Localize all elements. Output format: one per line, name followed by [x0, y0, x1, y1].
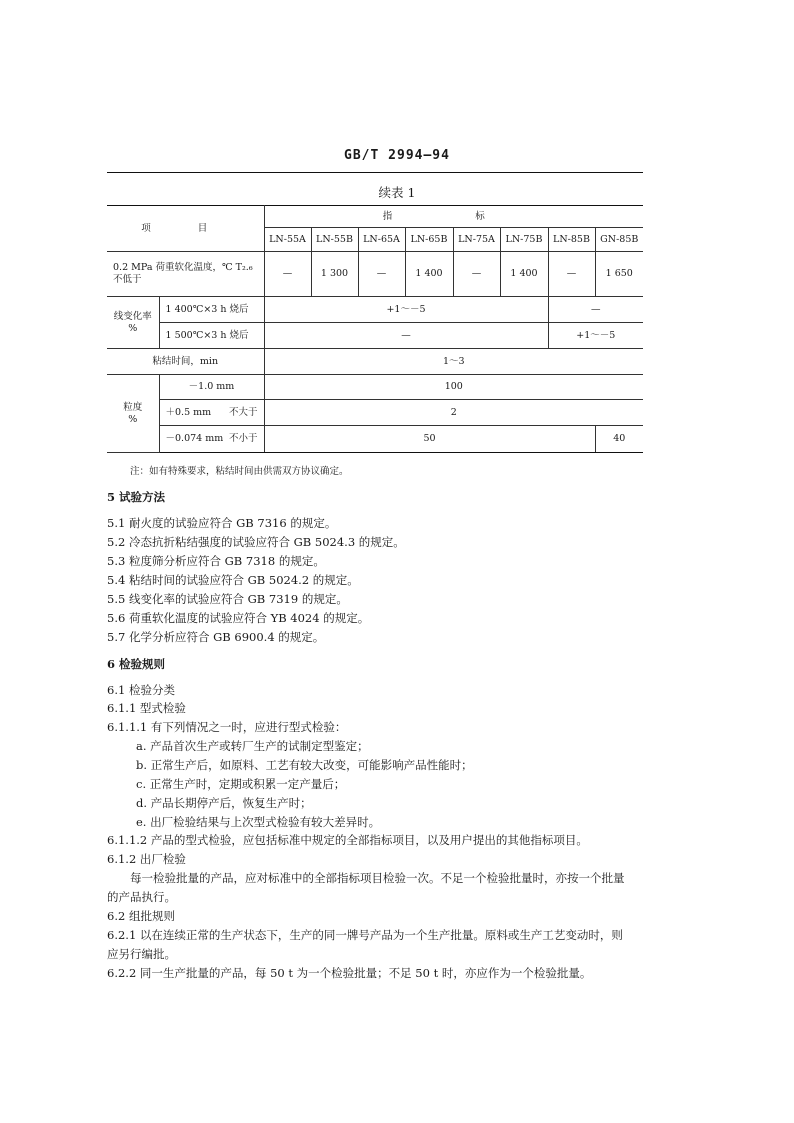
table-cell: 1～3: [264, 349, 643, 375]
clause-5-6: 5.6 荷重软化温度的试验应符合 YB 4024 的规定。: [107, 611, 370, 625]
table-cell: —: [548, 297, 643, 323]
section-5-title: 5 试验方法: [107, 490, 166, 504]
clause-5-3: 5.3 粒度筛分析应符合 GB 7318 的规定。: [107, 554, 325, 568]
grade-header: LN-75A: [453, 228, 500, 252]
table-cell: 1 300: [311, 252, 358, 297]
clause-6-1-2-text-line2: 的产品执行。: [107, 890, 176, 904]
particle-sub1: －1.0 mm: [159, 375, 264, 400]
table-cell: 1 650: [595, 252, 643, 297]
clause-6-1-2-text-line1: 每一检验批量的产品，应对标准中的全部指标项目检验一次。不足一个检验批量时，亦按一个批量: [130, 871, 625, 885]
standard-code-header: GB/T 2994—94: [344, 148, 450, 163]
table-cell: —: [453, 252, 500, 297]
header-rule: [107, 172, 643, 173]
table-caption: 续表 1: [378, 185, 416, 200]
list-item-c: c. 正常生产时，定期或积累一定产量后；: [136, 777, 346, 791]
table-cell: —: [264, 252, 311, 297]
list-item-d: d. 产品长期停产后，恢复生产时；: [136, 796, 312, 810]
list-item-e: e. 出厂检验结果与上次型式检验有较大差异时。: [136, 815, 381, 829]
load-soft-label-line1: 0.2 MPa 荷重软化温度，℃ T₂.₆: [113, 262, 253, 274]
particle-sub3: [159, 426, 264, 453]
clause-6-1-1-2: 6.1.1.2 产品的型式检验，应包括标准中规定的全部指标项目，以及用户提出的其他指标项目。: [107, 833, 588, 847]
list-item-b: b. 正常生产后，如原料、工艺有较大改变，可能影响产品性能时；: [136, 758, 473, 772]
table-cell: +1～－5: [548, 323, 643, 349]
grade-header: LN-65B: [405, 228, 453, 252]
section-6-title: 6 检验规则: [107, 657, 166, 671]
table-cell: 2: [264, 400, 643, 426]
grade-header: LN-85B: [548, 228, 595, 252]
clause-5-5: 5.5 线变化率的试验应符合 GB 7319 的规定。: [107, 592, 348, 606]
load-soft-label-line2: 不低于: [113, 274, 142, 285]
table-cell: 50: [264, 426, 595, 453]
clause-5-2: 5.2 冷态抗折粘结强度的试验应符合 GB 5024.3 的规定。: [107, 535, 405, 549]
particle-sub2: [159, 400, 264, 426]
particle-sub2-size: ＋0.5 mm: [165, 406, 212, 418]
clause-6-1-1: 6.1.1 型式检验: [107, 701, 186, 715]
table-cell: —: [548, 252, 595, 297]
linear-change-sub2: 1 500℃×3 h 烧后: [159, 323, 264, 349]
grade-header: LN-55B: [311, 228, 358, 252]
table-cell: 1 400: [500, 252, 548, 297]
clause-5-1: 5.1 耐火度的试验应符合 GB 7316 的规定。: [107, 516, 337, 530]
linear-change-sub1: 1 400℃×3 h 烧后: [159, 297, 264, 323]
clause-6-2-1-line2: 应另行编批。: [107, 947, 176, 961]
row-label-bond-time: 粘结时间，min: [107, 349, 264, 375]
particle-sub3-limit: 不小于: [228, 433, 258, 445]
grade-header: GN-85B: [595, 228, 643, 252]
row-label-load-softening: [107, 252, 264, 297]
table-note: 注：如有特殊要求，粘结时间由供需双方协议确定。: [130, 466, 349, 477]
grade-header: LN-55A: [264, 228, 311, 252]
clause-6-2-1-line1: 6.2.1 以在连续正常的生产状态下，生产的同一牌号产品为一个生产批量。原料或生产工艺变动时，则: [107, 928, 623, 942]
grade-header: LN-75B: [500, 228, 548, 252]
clause-6-1-1-1: 6.1.1.1 有下列情况之一时，应进行型式检验：: [107, 720, 347, 734]
head-index: 指 标: [264, 206, 643, 228]
clause-5-7: 5.7 化学分析应符合 GB 6900.4 的规定。: [107, 630, 325, 644]
table-cell: +1～－5: [264, 297, 548, 323]
clause-6-2-2: 6.2.2 同一生产批量的产品，每 50 t 为一个检验批量；不足 50 t 时，亦应作为一个检验批量。: [107, 966, 592, 980]
linear-change-label: 线变化率: [113, 310, 152, 322]
table-cell: 40: [595, 426, 643, 453]
particle-unit: %: [128, 413, 138, 425]
head-item: 项 目: [107, 206, 264, 252]
row-label-linear-change: [107, 297, 159, 349]
table-cell: —: [358, 252, 405, 297]
row-label-particle-size: [107, 375, 159, 453]
clause-6-2: 6.2 组批规则: [107, 909, 175, 923]
grade-header: LN-65A: [358, 228, 405, 252]
clause-6-1-2: 6.1.2 出厂检验: [107, 852, 186, 866]
linear-change-unit: %: [128, 322, 138, 334]
clause-5-4: 5.4 粘结时间的试验应符合 GB 5024.2 的规定。: [107, 573, 359, 587]
table-cell: —: [264, 323, 548, 349]
clause-6-1: 6.1 检验分类: [107, 683, 175, 697]
table-cell: 1 400: [405, 252, 453, 297]
particle-sub3-size: －0.074 mm: [165, 433, 224, 445]
spec-table: [107, 205, 643, 453]
list-item-a: a. 产品首次生产或转厂生产的试制定型鉴定；: [136, 739, 369, 753]
particle-sub2-limit: 不大于: [228, 406, 258, 418]
table-cell: 100: [264, 375, 643, 400]
particle-label: 粒度: [123, 401, 143, 413]
